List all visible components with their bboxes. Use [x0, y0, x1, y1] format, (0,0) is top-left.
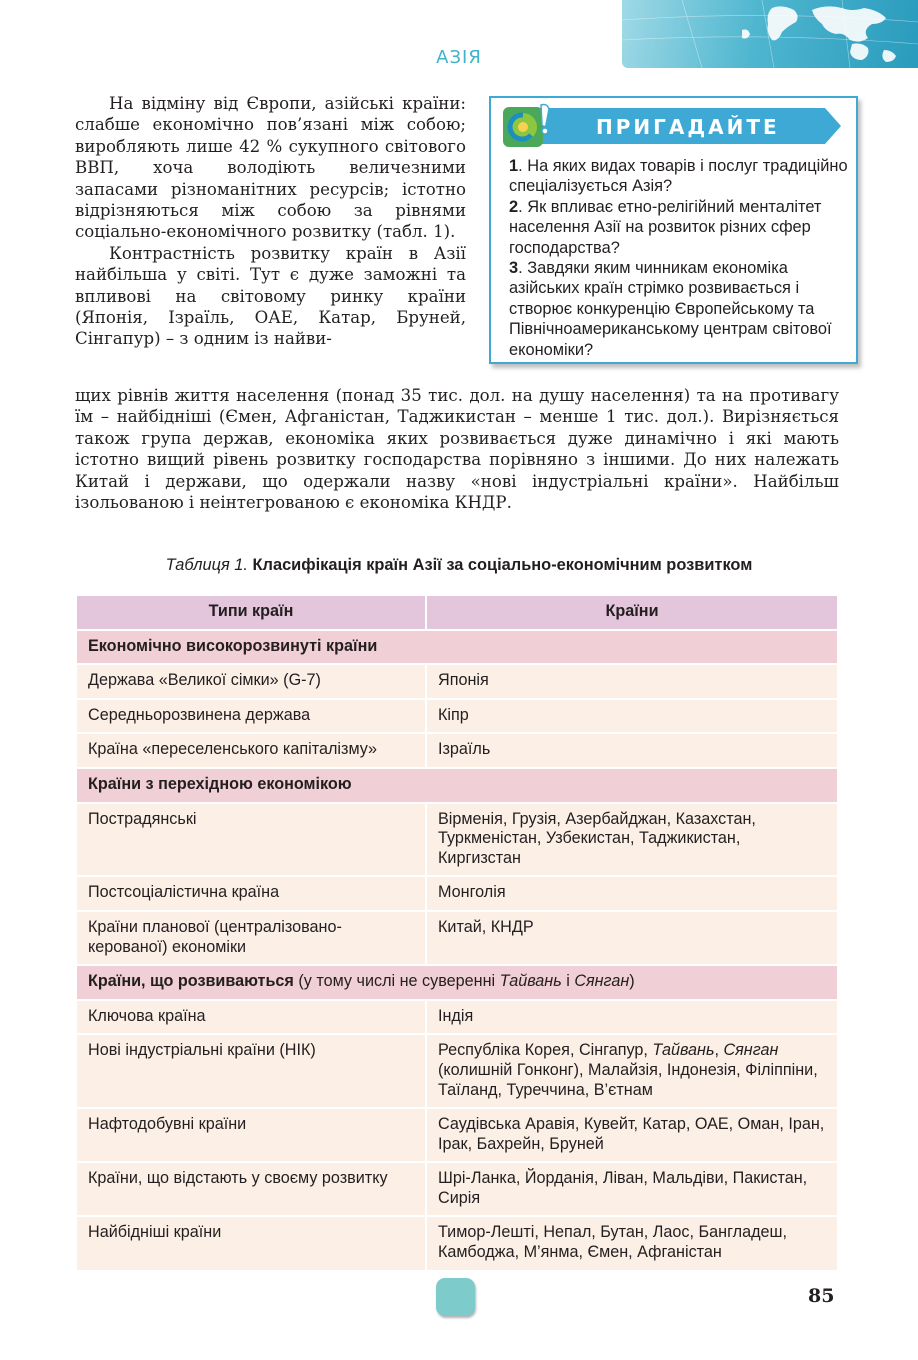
question-text: . Як впливає етно-релігійний менталітет населення Азії на розвиток різних сфер господарства? — [509, 197, 822, 257]
remember-icon — [501, 101, 557, 149]
countries-comma: , — [714, 1041, 724, 1060]
column-header-types: Типи країн — [76, 595, 426, 630]
question-number: 3 — [509, 259, 519, 278]
table-row — [76, 733, 838, 768]
group-label — [76, 965, 838, 1000]
type-cell: Найбідніші країни — [76, 1216, 426, 1270]
table-row — [76, 699, 838, 734]
paragraph: щих рівнів життя населення (понад 35 тис. дол. на душу населення) та на противагу їм – найбідніші (Ємен, Афганістан, Таджикистан – менше 1 тис. дол.). Вирізняється також група держав, економіка яких розвивається дуже динамічно і які мають істотно вищий рівень розвитку господарства порівняно з іншими. До них належать Китай і держави, що одержали назву «нові індустріальні країни». Найбільш ізольованою і неінтегрованою є економіка КНДР. — [75, 386, 839, 513]
table-caption-label: Таблиця 1. — [165, 556, 248, 574]
countries-cell — [426, 1034, 838, 1108]
type-cell: Країна «переселенського капіталізму» — [76, 733, 426, 768]
page-badge — [436, 1278, 475, 1316]
intro-text-column — [75, 93, 466, 350]
table-group-row — [76, 768, 838, 803]
group-label-xiangang: Сянган — [574, 972, 630, 991]
table-row — [76, 1162, 838, 1216]
table-group-row — [76, 630, 838, 665]
type-cell: Нафтодобувні країни — [76, 1108, 426, 1162]
type-cell: Держава «Великої сімки» (G-7) — [76, 664, 426, 699]
paragraph: Контрастність розвитку країн в Азії найбільша у світі. Тут є дуже заможні та впливові на світовому ринку країни (Японія, Ізраїль, ОАЕ, Катар, Бруней, Сінгапур) – з одним із найви- — [75, 243, 466, 349]
question-item — [509, 197, 854, 258]
type-cell: Нові індустріальні країни (НІК) — [76, 1034, 426, 1108]
group-label-note: (у тому числі не суверенні — [293, 972, 500, 991]
question-number: 2 — [509, 197, 519, 216]
countries-text: (колишній Гонконг), Малайзія, Індонезія, Філіппіни, Таїланд, Туреччина, В’єтнам — [438, 1060, 818, 1099]
section-header: АЗІЯ — [436, 47, 482, 68]
table-caption — [0, 556, 918, 575]
page-number: 85 — [808, 1285, 835, 1307]
countries-cell: Монголія — [426, 876, 838, 911]
countries-cell: Індія — [426, 1000, 838, 1035]
table-header-row — [76, 595, 838, 630]
question-item — [509, 258, 854, 360]
type-cell: Країни, що відстають у своєму розвитку — [76, 1162, 426, 1216]
type-cell: Країни планової (централізовано-керованої) економіки — [76, 911, 426, 965]
group-label-taiwan: Тайвань — [499, 972, 562, 991]
type-cell: Ключова країна — [76, 1000, 426, 1035]
table-row — [76, 1034, 838, 1108]
intro-text-continuation — [75, 385, 839, 513]
remember-title: ПРИГАДАЙТЕ — [596, 115, 780, 139]
countries-cell: Китай, КНДР — [426, 911, 838, 965]
countries-xiangang: Сянган — [723, 1041, 779, 1060]
group-label: Країни з перехідною економікою — [76, 768, 838, 803]
question-text: . На яких видах товарів і послуг традиційно спеціалізується Азія? — [509, 157, 848, 196]
question-text: . Завдяки яким чинникам економіка азійських країн стрімко розвивається і створює конкуренцію Європейському та Північноамериканському центрам світової економіки? — [509, 259, 832, 359]
table-row — [76, 1000, 838, 1035]
group-label-close: ) — [629, 972, 635, 991]
countries-cell: Саудівська Аравія, Кувейт, Катар, ОАЕ, Оман, Іран, Ірак, Бахрейн, Бруней — [426, 1108, 838, 1162]
column-header-countries: Країни — [426, 595, 838, 630]
group-label: Економічно високорозвинуті країни — [76, 630, 838, 665]
type-cell: Постсоціалістична країна — [76, 876, 426, 911]
classification-table — [75, 594, 839, 1272]
group-label-and: і — [561, 972, 575, 991]
table-row — [76, 1216, 838, 1270]
question-item — [509, 156, 854, 197]
type-cell: Пострадянські — [76, 803, 426, 877]
group-label-bold: Країни, що розвиваються — [88, 972, 294, 991]
countries-cell: Тимор-Лешті, Непал, Бутан, Лаос, Бангладеш, Камбоджа, М’янма, Ємен, Афганістан — [426, 1216, 838, 1270]
type-cell: Середньорозвинена держава — [76, 699, 426, 734]
question-number: 1 — [509, 157, 519, 175]
table-row — [76, 803, 838, 877]
table-row — [76, 1108, 838, 1162]
table-group-row — [76, 965, 838, 1000]
remember-callout — [489, 96, 858, 364]
question-list — [509, 156, 854, 360]
countries-taiwan: Тайвань — [652, 1041, 715, 1060]
table-row — [76, 876, 838, 911]
countries-cell: Кіпр — [426, 699, 838, 734]
countries-cell: Ізраїль — [426, 733, 838, 768]
table-caption-title: Класифікація країн Азії за соціально-економічним розвитком — [252, 556, 753, 574]
countries-cell: Японія — [426, 664, 838, 699]
countries-cell: Вірменія, Грузія, Азербайджан, Казахстан, Туркменістан, Узбекистан, Таджикистан, Киргизстан — [426, 803, 838, 877]
table-row — [76, 664, 838, 699]
table-row — [76, 911, 838, 965]
paragraph: На відміну від Європи, азійські країни: слабше економічно пов’язані між собою; виробляють лише 42 % сукупного світового ВВП, хоча володіють величезними запасами різноманітних ресурсів; істотно відрізняються між собою за рівнями соціально-економічного розвитку (табл. 1). — [75, 94, 466, 242]
countries-cell: Шрі-Ланка, Йорданія, Ліван, Мальдіви, Пакистан, Сирія — [426, 1162, 838, 1216]
countries-text: Республіка Корея, Сінгапур, — [438, 1041, 653, 1060]
